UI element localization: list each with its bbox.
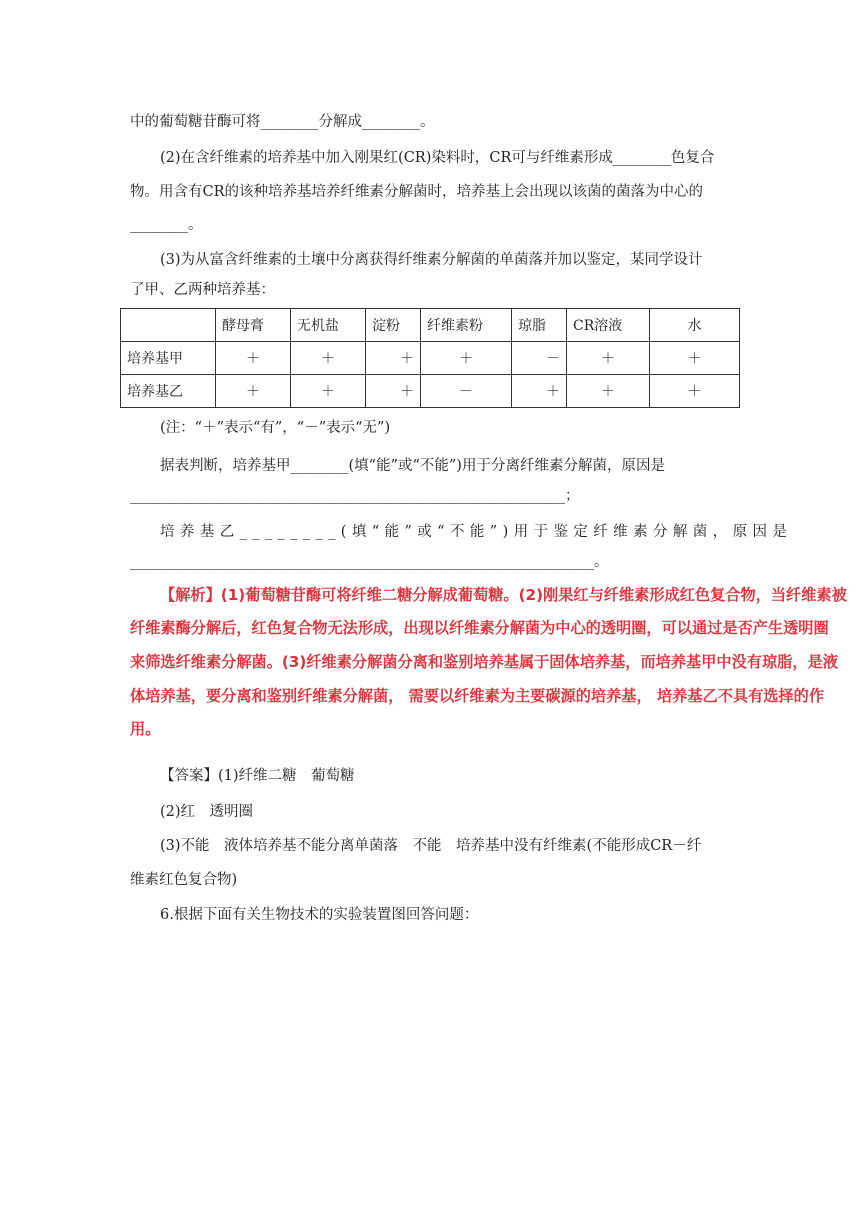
judge2-line: 培养基乙________(填“能”或“不能”)用于鉴定纤维素分解菌，原因是 bbox=[160, 524, 793, 540]
table-cell: ＋ bbox=[567, 342, 650, 375]
analysis-line1: 【解析】(1)葡萄糖苷酶可将纤维二糖分解成葡萄糖。(2)刚果红与纤维素形成红色复合物，当纤维素被 bbox=[160, 586, 847, 604]
table-header-cell: 酵母膏 bbox=[216, 309, 291, 342]
analysis-line3: 来筛选纤维素分解菌。(3)纤维素分解菌分离和鉴别培养基属于固体培养基，而培养基甲中没有琼脂，是液 bbox=[130, 653, 838, 671]
table-cell: ＋ bbox=[421, 342, 512, 375]
table-cell: ＋ bbox=[567, 375, 650, 408]
table-row bbox=[121, 375, 740, 408]
answer-line4: 维素红色复合物) bbox=[130, 872, 238, 888]
q5-p2-line3: ________。 bbox=[130, 217, 203, 233]
table-header-row bbox=[121, 309, 740, 342]
analysis-line4: 体培养基，要分离和鉴别纤维素分解菌， 需要以纤维素为主要碳源的培养基， 培养基乙不具有选择的作 bbox=[130, 687, 825, 705]
q5-p3-line2: 了甲、乙两种培养基： bbox=[130, 282, 275, 298]
answer-line3: (3)不能 液体培养基不能分离单菌落 不能 培养基中没有纤维素(不能形成CR－纤 bbox=[160, 838, 702, 854]
analysis-line2: 纤维素酶分解后，红色复合物无法形成，出现以纤维素分解菌为中心的透明圈，可以通过是否产生透明圈 bbox=[130, 619, 829, 637]
judge1-blank: ____________________________________________________________； bbox=[130, 488, 580, 504]
judge2-blank: ________________________________________________________________。 bbox=[130, 554, 609, 570]
answer-line2: (2)红 透明圈 bbox=[160, 804, 254, 820]
table-cell: － bbox=[512, 342, 567, 375]
table-row-label: 培养基乙 bbox=[121, 375, 216, 408]
table-cell: ＋ bbox=[366, 342, 421, 375]
q5-p2-line1: (2)在含纤维素的培养基中加入刚果红(CR)染料时，CR可与纤维素形成________色复合 bbox=[160, 150, 715, 166]
table-row bbox=[121, 342, 740, 375]
table-cell: ＋ bbox=[512, 375, 567, 408]
media-table bbox=[120, 308, 740, 408]
judge1-line: 据表判断，培养基甲________(填“能”或“不能”)用于分离纤维素分解菌，原因是 bbox=[160, 458, 665, 474]
table-header-cell: CR溶液 bbox=[567, 309, 650, 342]
table-cell: ＋ bbox=[291, 342, 366, 375]
table-header-cell: 纤维素粉 bbox=[421, 309, 512, 342]
table-cell: ＋ bbox=[216, 375, 291, 408]
table-cell: ＋ bbox=[291, 375, 366, 408]
table-header-cell: 淀粉 bbox=[366, 309, 421, 342]
table-row-label: 培养基甲 bbox=[121, 342, 216, 375]
table-cell: ＋ bbox=[650, 375, 740, 408]
q5-p3-line1: (3)为从富含纤维素的土壤中分离获得纤维素分解菌的单菌落并加以鉴定，某同学设计 bbox=[160, 252, 703, 268]
analysis-line5: 用。 bbox=[130, 720, 161, 738]
table-cell: － bbox=[421, 375, 512, 408]
table-note: (注：“＋”表示“有”，“－”表示“无”) bbox=[160, 420, 391, 436]
table-header-cell: 无机盐 bbox=[291, 309, 366, 342]
q5-line1: 中的葡萄糖苷酶可将________分解成________。 bbox=[130, 114, 435, 130]
q5-p2-line2: 物。用含有CR的该种培养基培养纤维素分解菌时，培养基上会出现以该菌的菌落为中心的 bbox=[130, 184, 704, 200]
table-cell: ＋ bbox=[650, 342, 740, 375]
table-cell: ＋ bbox=[216, 342, 291, 375]
table-header-cell: 水 bbox=[650, 309, 740, 342]
answer-line1: 【答案】(1)纤维二糖 葡萄糖 bbox=[160, 768, 355, 784]
table-header-cell: 琼脂 bbox=[512, 309, 567, 342]
table-header-cell bbox=[121, 309, 216, 342]
table-cell: ＋ bbox=[366, 375, 421, 408]
q6-line1: 6.根据下面有关生物技术的实验装置图回答问题： bbox=[160, 907, 479, 923]
